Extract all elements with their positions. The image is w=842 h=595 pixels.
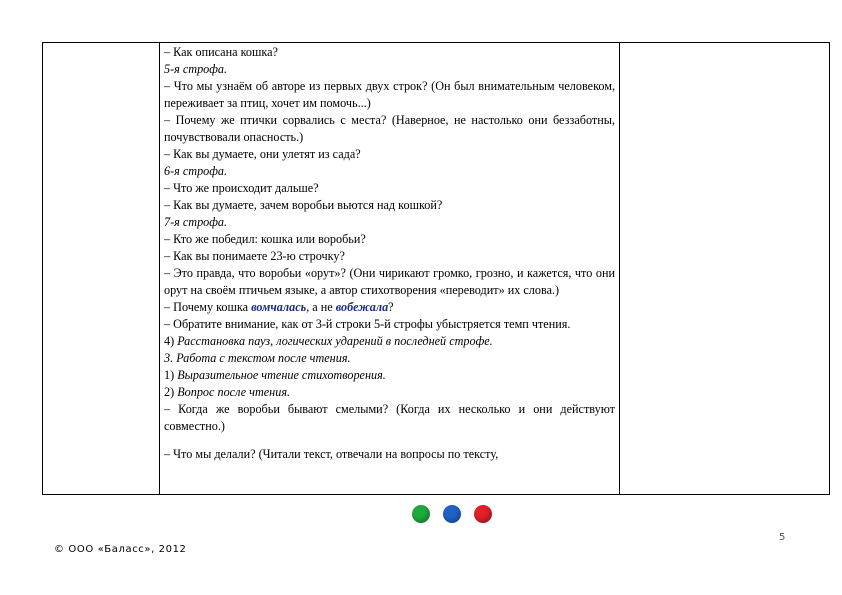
text-line: 3. Работа с текстом после чтения.: [164, 351, 351, 365]
text-line: – Когда же воробьи бывают смелыми? (Когда их несколько и они действуют совместно.): [164, 402, 615, 433]
highlight-word-2: вобежала: [335, 300, 389, 314]
page-number: 5: [779, 532, 786, 543]
highlight-word-1: вомчалась: [251, 300, 307, 314]
lesson-text-column: [161, 43, 617, 494]
green-dot[interactable]: [412, 505, 430, 523]
text-line: 5-я строфа.: [164, 62, 228, 76]
text-line: 2) Вопрос после чтения.: [164, 385, 291, 399]
text-line: 4) Расстановка пауз, логических ударений в последней строфе.: [164, 334, 493, 348]
copyright-footer: © ООО «Баласс», 2012: [54, 544, 187, 555]
text-line: – Обратите внимание, как от 3-й строки 5-й строфы убыстряется темп чтения.: [164, 317, 571, 331]
text-line: – Как вы думаете, зачем воробьи вьются над кошкой?: [164, 198, 443, 212]
last-line: – Что мы делали? (Читали текст, отвечали на вопросы по тексту,: [164, 447, 499, 461]
text-line: – Почему же птички сорвались с места? (Наверное, не настолько они беззаботны, почувствовали опасность.): [164, 113, 615, 144]
text-line: 1) Выразительное чтение стихотворения.: [164, 368, 386, 382]
text-line: – Как описана кошка?: [164, 45, 278, 59]
right-column: [619, 43, 830, 494]
text-line: – Как вы думаете, они улетят из сада?: [164, 147, 361, 161]
text-line: 6-я строфа.: [164, 164, 228, 178]
lesson-table: [42, 42, 830, 495]
text-line: 7-я строфа.: [164, 215, 228, 229]
text-line: – Что мы узнаём об авторе из первых двух строк? (Он был внимательным человеком, переживает за птиц, хочет им помочь...): [164, 79, 615, 110]
text-line: – Это правда, что воробьи «орут»? (Они чирикают громко, грозно, и кажется, что они орут на своём птичьем языке, а автор стихотворения «переводит» их слова.): [164, 266, 615, 297]
text-line: – Кто же победил: кошка или воробьи?: [164, 232, 366, 246]
blue-dot[interactable]: [443, 505, 461, 523]
red-dot[interactable]: [474, 505, 492, 523]
text-line: – Что же происходит дальше?: [164, 181, 319, 195]
left-column: [43, 43, 160, 494]
text-line: – Как вы понимаете 23-ю строчку?: [164, 249, 345, 263]
question-line: – Почему кошка вомчалась, а не вобежала?: [164, 300, 394, 314]
